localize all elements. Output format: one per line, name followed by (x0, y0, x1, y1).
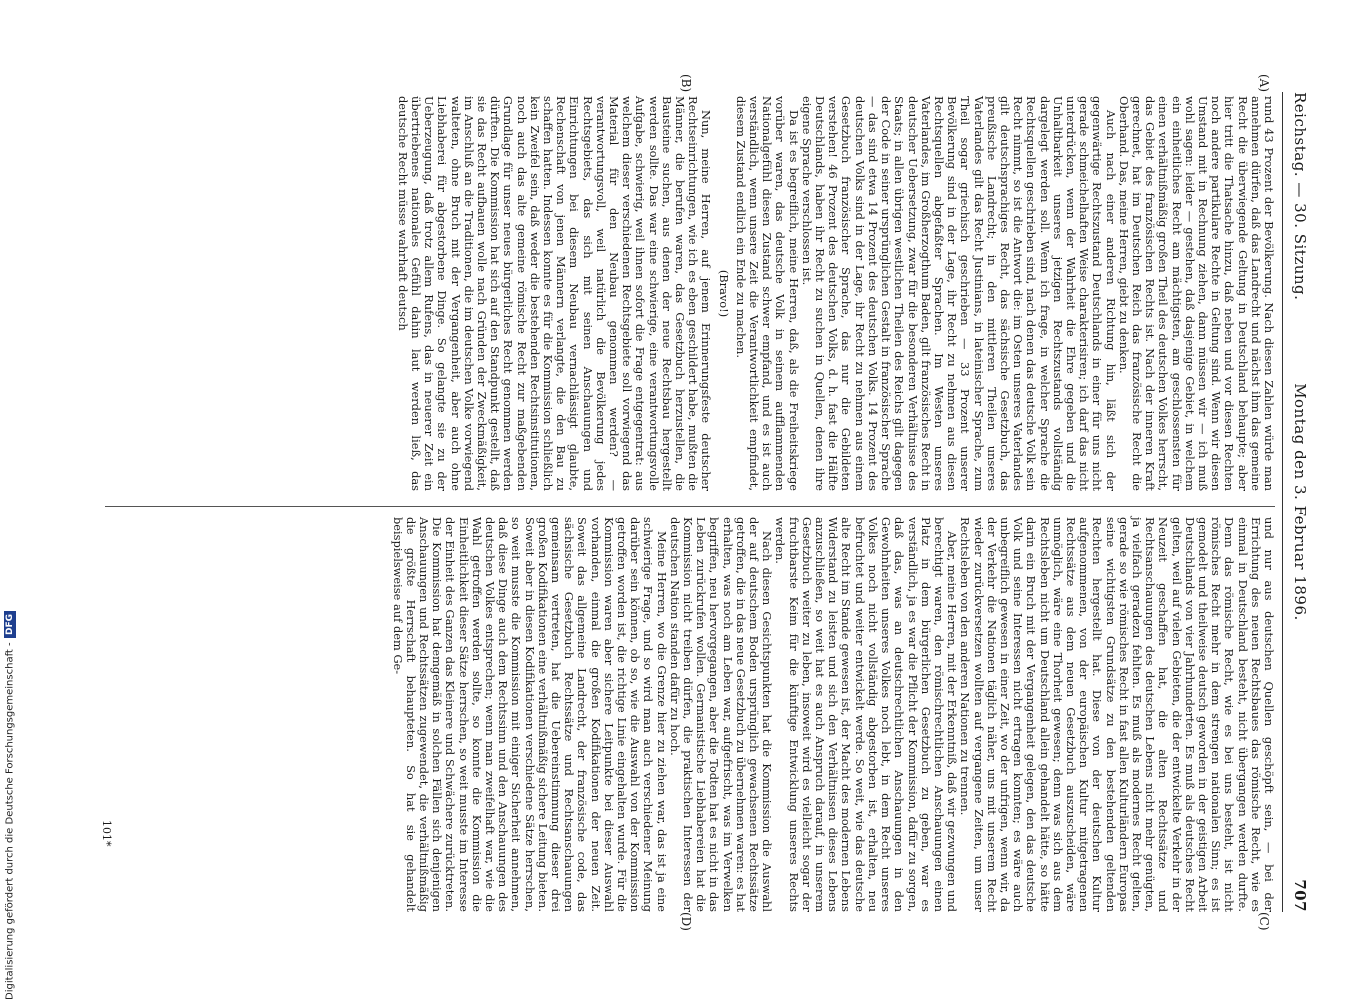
left-column (396, 96, 1275, 491)
margin-marker-d: (D) (679, 912, 693, 931)
right-column (390, 517, 1275, 912)
dfg-logo: DFG (4, 611, 16, 638)
paragraph: Auch nach einer anderen Richtung hin, läßt sich der gegenwärtige Rechtszustand Deutschlands in einer für uns nicht gerade schmeichelhaften Weise charakterisiren; ich darf das nicht unterdrücken, wenn der Wahrheit die Ehre gegeben und die Unhaltbarkeit unseres jetzigen Rechtszustands vollständig dargelegt werden soll. Wenn ich frage, in welcher Sprache die Rechtsquellen geschrieben sind, nach denen das deutsche Volk sein Recht nimmt, so ist die Antwort die: im Osten unseres Vaterlandes gilt deutschsprachiges Recht, das sächsische Gesetzbuch, das preußische Landrecht; in den mittleren Theilen unseres Vaterlandes gilt das Recht Justinians, in lateinischer Sprache, zum Theil sogar griechisch geschrieben — 33 Prozent unserer Bevölkerung sind in der Lage, ihr Recht zu nehmen aus diesen Rechtsquellen abgefaßter Sprachen. Im Westen unseres Vaterlandes, im Großherzogthum Baden, gilt französisches Recht in deutscher Uebersetzung, zwar für die besonderen Verhältnisse des Staats; in allen übrigen westlichen Theilen des Reichs gilt dagegen der Code in seiner ursprünglichen Gestalt in französischer Sprache — das sind etwa 14 Prozent des deutschen Volks. 14 Prozent des deutschen Volks sind in der Lage, ihr Recht zu nehmen aus einem Gesetzbuch französischer Sprache, das nur die Gebildeten verstehen! 46 Prozent des deutschen Volks, d. h. fast die Hälfte Deutschlands, haben ihr Recht zu suchen in Quellen, denen ihre eigene Sprache verschlossen ist. (799, 96, 1118, 491)
margin-marker-b: (B) (679, 74, 693, 93)
column-divider (105, 506, 1275, 507)
header-rule (1282, 92, 1283, 912)
page-header (1285, 92, 1313, 912)
credit-text: Digitalisierung gefördert durch die Deutsche Forschungsgemeinschaft - (4, 642, 16, 1000)
paragraph: Aber, meine Herren, mit der Erkenntniß, daß wir gezwungen und berechtigt waren, den römischrechtlichen Anschauungen einen Platz in dem bürgerlichen Gesetzbuch zu geben, war es verständlich, ja es war die Pflicht der Kommission, dafür zu sorgen, daß das, was an deutschrechtlichen Anschauungen in den Gewohnheiten unseres Volkes noch lebt, in dem Recht unseres Volkes noch nicht vollständig abgestorben ist, erhalten, neu befruchtet und weiter entwickelt werde. So weit, wie das deutsche alte Recht im Stande gewesen ist, der Macht des modernen Lebens Widerstand zu leisten und sich den Verhältnissen dieses Lebens anzuschließen, so weit hat es auch Anspruch darauf, in unserem Gesetzbuch weiter zu leben, insoweit wird es vielleicht sogar der fruchtbarste Keim für die künftige Entwicklung unseres Rechts werden. (773, 517, 960, 912)
page-number: 707 (1291, 879, 1309, 912)
interjection-bravo: (Bravo!) (716, 269, 731, 318)
paragraph: Nach diesen Gesichtspunkten hat die Kommission die Auswahl der auf deutschem Boden ursprünglich gewachsenen Rechtssätze getroffen, die in das neue Gesetzbuch zu übernehmen waren: es hat erhalten, was noch am Leben war, aufgefrischt, was im Verwelken begriffen, neu hervorgegangen, aber die Todten hat es nicht in das Leben zurückrufen wollen. Germanistische Liebhabereien hat die Kommission nicht treiben dürfen, die praktischen Interessen der deutschen Nation standen dafür zu hoch. (667, 517, 775, 912)
paragraph: Da ist es begreiflich, meine Herren, daß, als die Freiheitskriege vorüber waren, das deutsche Volk in seinem aufflammenden Nationalgefühl diesen Zustand schwer empfand, und es ist auch verständlich, wenn unsere Zeit die Verantwortlichkeit empfindet, diesem Zustand endlich ein Ende zu machen. (733, 96, 801, 491)
paragraph: rund 43 Prozent der Bevölkerung. Nach diesen Zahlen würde man annehmen dürfen, daß das Landrecht und nächst ihm das gemeine Recht die überwiegende Geltung in Deutschland behaupte; aber hier tritt die Thatsache hinzu, daß neben und vor diesen Rechten noch andere partikulare Rechte in Geltung sind. Wenn wir diesen Umstand mit in Rechnung ziehen, dann müssen wir — ich muß wohl sagen: leider — gestehen, daß dasjenige Gebiet, in welchem ein einheitliches Recht am mächtigsten, am geschlossensten für einen verhältnißmäßig großen Theil des deutschen Volkes herrscht, das Gebiet des französischen Rechts ist. Nach der inneren Kraft gerechnet, hat im Deutschen Reich das französische Recht die Oberhand. Das, meine Herren, giebt zu denken. (1116, 96, 1276, 491)
paragraph: und nur aus deutschen Quellen geschöpft sein, — bei der Errichtung des neuen Rechtsbaues das römische Recht, wie es einmal in Deutschland besteht, nicht übergangen werden durfte. Denn das römische Recht, wie es bei uns besteht, ist nicht römisches Recht mehr in dem strengen nationalen Sinn; es ist gemodelt und theilweise deutsch geworden in der geistigen Arbeit Deutschlands von vier Jahrhunderten. Es muß als deutsches Recht gelten, weil auf vielen Gebieten, die der entwickelte Verkehr in der Neuzeit geschaffen hat, die alten Rechtssätze und Rechtsanschauungen des deutschen Lebens nicht mehr genügten, ja vielfach geradezu fehlten. Es muß als modernes Recht gelten, gerade so wie römisches Recht in fast allen Kulturländern Europas seine wichtigsten Grundsätze zu den bestehenden geltenden Rechten hergestellt hat. Diese von der deutschen Kultur aufgenommenen, von der europäischen Kultur mitgetragenen Rechtssätze aus dem neuen Gesetzbuch auszuscheiden, wäre unmöglich, wäre eine Thorheit gewesen; denn was sich aus dem Rechtsleben nicht um Deutschland allein gehandelt hätte, so hätte darin ein Bruch mit der Vergangenheit gelegen, den das deutsche Volk und seine Interessen nicht ertragen konnten; es wäre auch unbegreiflich gewesen in einer Zeit, wo der unfrigen, wenn wir, da der Verkehr die Nationen täglich näher, uns mit unserem Recht wieder zurückversetzen wollten auf vergangene Zeiten, um unser Rechtsleben von den anderen Nationen zu trennen. (958, 517, 1276, 912)
header-date: Montag den 3. Februar 1896. (1291, 383, 1309, 621)
paragraph: Meine Herren, wo die Grenze hier zu ziehen war, das ist ja eine schwierige Frage, und so wird man auch verschiedener Meinung darüber sein können, ob so, wie die Auswahl von der Kommission getroffen worden ist, die richtige Linie eingehalten wurde. Für die Kommission waren aber sichere Leitpunkte bei dieser Auswahl vorhanden, einmal die großen Kodifikationen der neuen Zeit. Soweit das allgemeine Landrecht, der französische code, das sächsische Gesetzbuch Rechtssätze und Rechtsanschauungen gemeinsam vertreten, hat die Uebereinstimmung dieser drei großen Kodifikationen eine verhältnißmäßig sichere Leitung bieten. Soweit aber in diesen Kodifikationen verschiedene Sätze herrschen, so weit musste die Kommission mit einiger Sicherheit annehmen, daß diese Dinge auch dem Rechtssinn und den Anschauungen des deutschen Volkes entsprechen; wenn man zweifelhaft war, wie die Wahl getroffen werden sollte, so konnte die Kommission die Einheitlichkeit dieser Sätze herrschen, so weit musste im Interesse der Einheit des Ganzen das Kleinere und Schwächere zurücktreten. Die Kommission hat demgemäß in solchen Fällen sich denjenigen Anschauungen und Rechtssätzen zugewendet, die verhältnißmäßig die größte Herrschaft behaupteten. So hat sie gehandelt beispielsweise auf dem Ge- (390, 517, 669, 912)
margin-marker-a: (A) (1257, 74, 1271, 93)
paragraph: Nun, meine Herren, auf jenem Erinnerungsfeste deutscher Rechtseinrichtungen, wie ich es eben geschildert habe, mußten die Männer, die berufen waren, das Gesetzbuch herzustellen, die Bausteine suchen, aus denen der neue Rechtsbau hergestellt werden sollte. Das war eine schwierige, eine verantwortungsvolle Aufgabe, schwierig, weil ihnen sofort die Frage entgegentrat: aus welchem dieser verschiedenen Rechtsgebiete soll vorwiegend das Material für den Neubau genommen werden? — verantwortungsvoll, weil natürlich die Bevölkerung jedes Rechtsgebiets, das sich mit seinen Anschauungen und Einrichtungen bei diesem Neubau vernachlässigt glaubte, Rechenschaft von jenen Männern verlangte, die den Bau zu schaffen hatten. Indessen konnte es für die Kommission schließlich kein Zweifel sein, daß weder die bestehenden Rechtsinstitutionen, noch auch das alte gemeine römische Recht zur maßgebenden Grundlage für unser neues bürgerliches Recht genommen werden dürften. Die Kommission hat sich auf den Standpunkt gestellt, daß sie das Recht aufbauen wolle nach Gründen der Zweckmäßigkeit, im Anschluß an die Traditionen, die im deutschen Volke vorwiegend walteten, ohne Bruch mit der Vergangenheit, aber auch ohne Liebhaberei für abgestorbene Dinge. So gelangte sie zu der Ueberzeugung, daß trotz allem Rufens, das in neuerer Zeit ein übertriebenes nationales Gefühl dahin laut werden ließ, das deutsche Recht müsse wahrhaft deutsch (395, 96, 714, 491)
signature-mark: 101* (100, 820, 113, 847)
header-session: Reichstag. — 30. Sitzung. (1291, 92, 1309, 301)
margin-marker-c: (C) (1257, 912, 1271, 931)
